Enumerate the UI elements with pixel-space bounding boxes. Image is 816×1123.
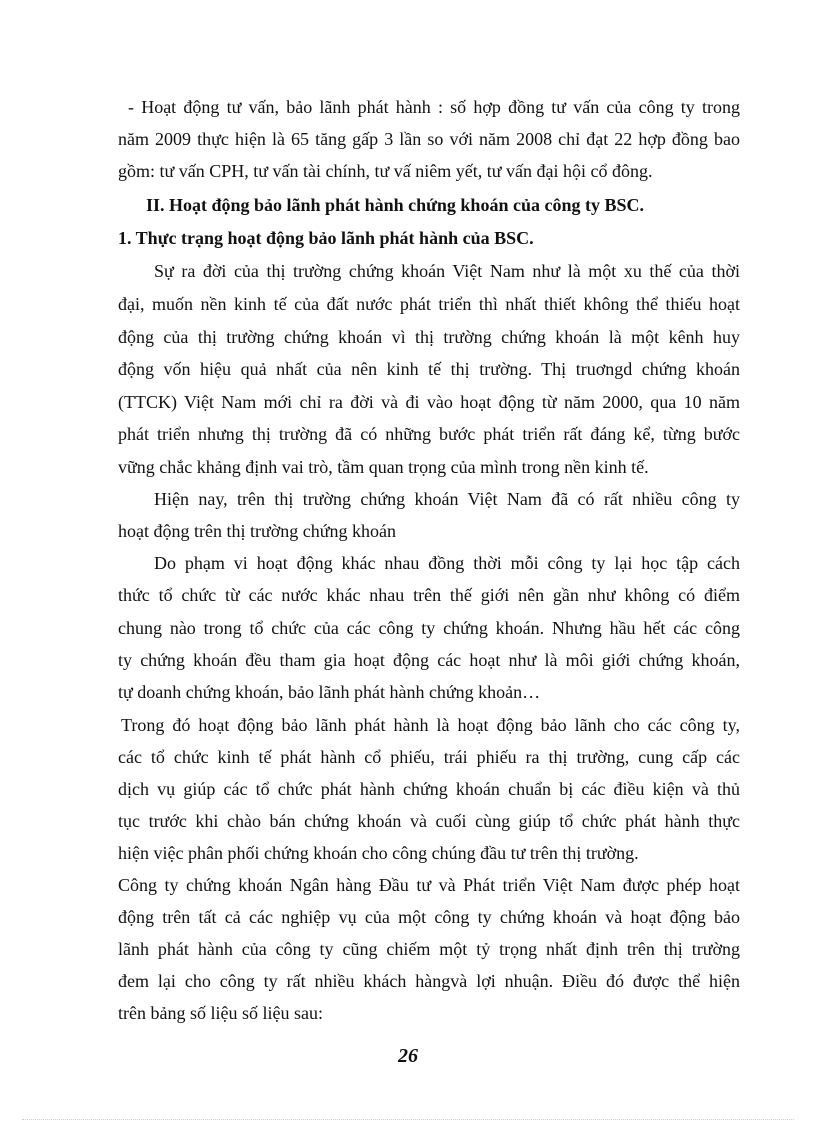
text-line: các tổ chức kinh tế phát hành cổ phiếu, trái phiếu ra thị trường, cung cấp các <box>118 747 740 767</box>
text-line: lãnh phát hành của công ty cũng chiếm một tỷ trọng nhất định trên thị trường <box>118 939 740 959</box>
text-line: hiện việc phân phối chứng khoán cho công chúng đầu tư trên thị trường. <box>118 843 639 863</box>
text-line: - Hoạt động tư vấn, bảo lãnh phát hành : số hợp đồng tư vấn của công ty trong <box>128 97 740 117</box>
subsection-heading: 1. Thực trạng hoạt động bảo lãnh phát hành của BSC. <box>118 228 534 248</box>
text-line: ty chứng khoán đều tham gia hoạt động các hoạt như là môi giới chứng khoán, <box>118 650 740 670</box>
text-line: tục trước khi chào bán chứng khoán và cuối cùng giúp tổ chức phát hành thực <box>118 811 740 831</box>
text-line: năm 2009 thực hiện là 65 tăng gấp 3 lần so với năm 2008 chỉ đạt 22 hợp đồng bao <box>118 129 740 149</box>
text-line: phát triển nhưng thị trường đã có những bước phát triển rất đáng kể, từng bước <box>118 424 740 444</box>
text-line: đem lại cho công ty rất nhiều khách hàngvà lợi nhuận. Điều đó được thể hiện <box>118 971 740 991</box>
text-line: hoạt động trên thị trường chứng khoán <box>118 521 396 541</box>
text-line: Trong đó hoạt động bảo lãnh phát hành là hoạt động bảo lãnh cho các công ty, <box>121 715 740 735</box>
page-number: 26 <box>398 1045 418 1067</box>
page-bottom-rule <box>22 1119 794 1120</box>
text-line: trên bảng số liệu số liệu sau: <box>118 1003 323 1023</box>
text-line: tự doanh chứng khoán, bảo lãnh phát hành chứng khoản… <box>118 682 541 702</box>
text-line: Do phạm vi hoạt động khác nhau đồng thời mỗi công ty lại học tập cách <box>154 553 740 573</box>
text-line: Công ty chứng khoán Ngân hàng Đầu tư và Phát triển Việt Nam được phép hoạt <box>118 875 740 895</box>
text-line: động vốn hiệu quả nhất của nên kinh tế thị trường. Thị truơngd chứng khoán <box>118 359 740 379</box>
text-line: Hiện nay, trên thị trường chứng khoán Việt Nam đã có rất nhiều công ty <box>154 489 740 509</box>
text-line: dịch vụ giúp các tổ chức phát hành chứng khoán chuẩn bị các điều kiện và thủ <box>118 779 740 799</box>
text-line: vững chắc khảng định vai trò, tầm quan trọng của mình trong nền kinh tế. <box>118 457 649 477</box>
text-line: thức tổ chức từ các nước khác nhau trên thế giới nên gần như không có điểm <box>118 585 740 605</box>
section-heading: II. Hoạt động bảo lãnh phát hành chứng khoán của công ty BSC. <box>146 195 644 215</box>
text-line: đại, muốn nền kinh tế của đất nước phát triển thì nhất thiết không thể thiếu hoạt <box>118 294 740 314</box>
text-line: Sự ra đời của thị trường chứng khoán Việt Nam như là một xu thế của thời <box>154 261 740 281</box>
text-line: động trên tất cả các nghiệp vụ của một công ty chứng khoán và hoạt động bảo <box>118 907 740 927</box>
text-line: gồm: tư vấn CPH, tư vấn tài chính, tư vấ niêm yết, tư vấn đại hội cổ đông. <box>118 161 653 181</box>
text-line: (TTCK) Việt Nam mới chỉ ra đời và đi vào hoạt động từ năm 2000, qua 10 năm <box>118 392 740 412</box>
text-line: chung nào trong tổ chức của các công ty chứng khoán. Nhưng hầu hết các công <box>118 618 740 638</box>
text-line: động của thị trường chứng khoán vì thị trường chứng khoán là một kênh huy <box>118 327 740 347</box>
